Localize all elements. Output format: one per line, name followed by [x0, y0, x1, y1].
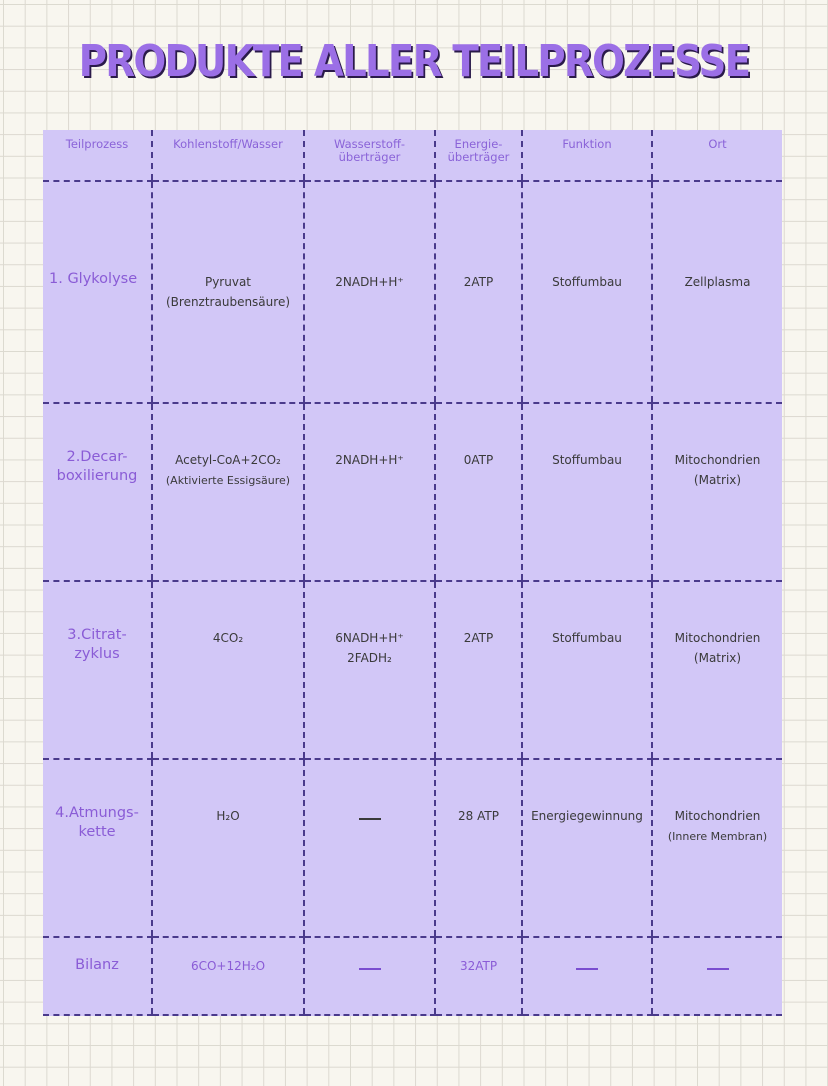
summary-label: Bilanz — [43, 937, 152, 1015]
table-header-row — [43, 130, 782, 181]
header-energieuebertraeger: Energie- überträger — [435, 130, 522, 181]
function-cell: Stoffumbau — [522, 403, 652, 581]
header-wasserstoffuebertraeger: Wasserstoff- überträger — [304, 130, 435, 181]
dash-mark — [359, 818, 381, 820]
header-kohlenstoff-wasser: Kohlenstoff/Wasser — [152, 130, 304, 181]
function-cell: Energiegewinnung — [522, 759, 652, 937]
dash-mark — [359, 968, 381, 970]
header-funktion: Funktion — [522, 130, 652, 181]
function-cell: Stoffumbau — [522, 581, 652, 759]
page-title: PRODUKTE ALLER TEILPROZESSE — [78, 36, 750, 87]
summary-function — [522, 937, 652, 1015]
summary-place — [652, 937, 782, 1015]
energy-cell: 2ATP — [435, 181, 522, 403]
process-cell: 2.Decar- boxilierung — [43, 403, 152, 581]
dash-mark — [576, 968, 598, 970]
table-row — [43, 403, 782, 581]
function-cell: Stoffumbau — [522, 181, 652, 403]
hydrogen-cell — [304, 759, 435, 937]
place-cell: Mitochondrien (Matrix) — [652, 403, 782, 581]
products-table — [43, 130, 782, 1016]
place-cell: Mitochondrien (Matrix) — [652, 581, 782, 759]
process-cell: 1. Glykolyse — [43, 181, 152, 403]
summary-carbon: 6CO+12H₂O — [152, 937, 304, 1015]
hydrogen-cell: 6NADH+H⁺ 2FADH₂ — [304, 581, 435, 759]
carbon-cell: 4CO₂ — [152, 581, 304, 759]
place-cell: Zellplasma — [652, 181, 782, 403]
carbon-cell: Pyruvat (Brenztraubensäure) — [152, 181, 304, 403]
carbon-cell: H₂O — [152, 759, 304, 937]
place-cell: Mitochondrien (Innere Membran) — [652, 759, 782, 937]
process-cell: 4.Atmungs- kette — [43, 759, 152, 937]
hydrogen-cell: 2NADH+H⁺ — [304, 403, 435, 581]
header-teilprozess: Teilprozess — [43, 130, 152, 181]
carbon-cell: Acetyl-CoA+2CO₂ (Aktivierte Essigsäure) — [152, 403, 304, 581]
table-row — [43, 181, 782, 403]
summary-hydrogen — [304, 937, 435, 1015]
process-cell: 3.Citrat- zyklus — [43, 581, 152, 759]
summary-energy: 32ATP — [435, 937, 522, 1015]
summary-row — [43, 937, 782, 1015]
table-row — [43, 581, 782, 759]
hydrogen-cell: 2NADH+H⁺ — [304, 181, 435, 403]
energy-cell: 28 ATP — [435, 759, 522, 937]
table-row — [43, 759, 782, 937]
header-ort: Ort — [652, 130, 782, 181]
energy-cell: 2ATP — [435, 581, 522, 759]
energy-cell: 0ATP — [435, 403, 522, 581]
dash-mark — [707, 968, 729, 970]
